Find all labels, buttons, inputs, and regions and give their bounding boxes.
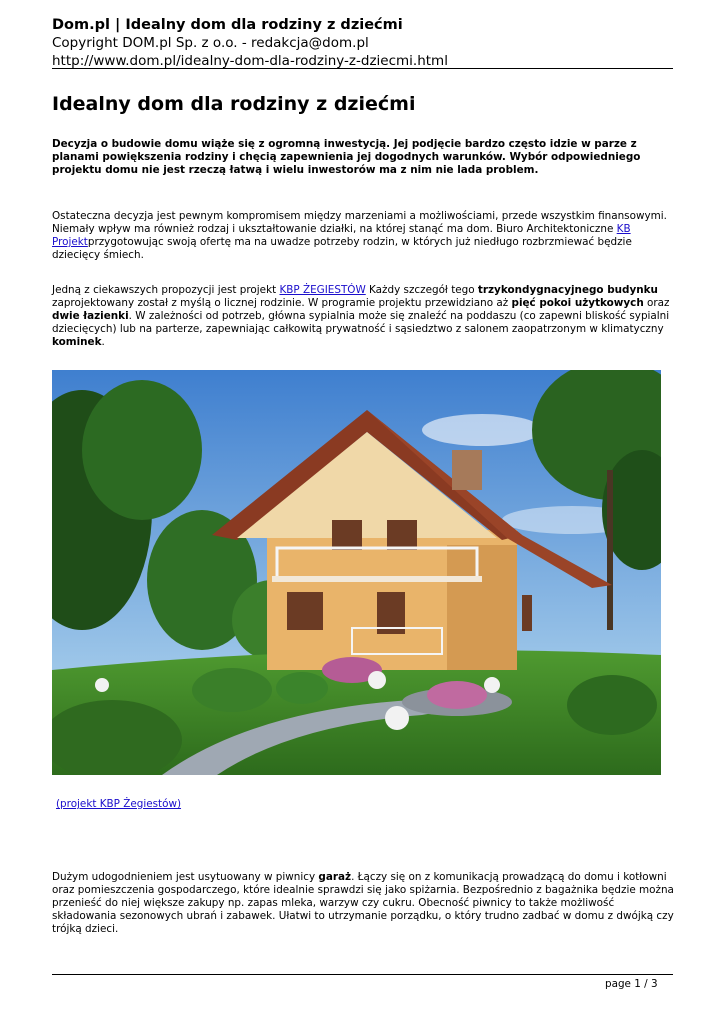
text: Dużym udogodnieniem jest usytuowany w piwnicy [52, 871, 319, 883]
paragraph-2 [52, 284, 677, 349]
text: Każdy szczegół tego [365, 284, 478, 296]
article-title: Idealny dom dla rodziny z dziećmi [52, 93, 416, 115]
image-caption-link[interactable]: (projekt KBP Żegiestów) [56, 798, 182, 810]
kb-projekt-link[interactable]: KB Projekt [52, 223, 631, 248]
text: . Łączy się on z komunikacją prowadzącą do domu i kotłowni oraz pomieszczenia gospodarczego, które idealnie sprawdzi się jako spiżarnia. Bezpośrednio z bagażnika będzie można przenieść do niej większe zakupy np. zapas mleka, warzyw czy cukru. Obecność piwnicy to także możliwość składowania sezonowych ubrań i zabawek. Ułatwi to utrzymanie porządku, o który trudno zadbać w domu z dwójką czy trójką dzieci. [52, 871, 674, 935]
text: . W zależności od potrzeb, główna sypialnia może się znaleźć na poddaszu (co zapewni bliskość sypialni dziecięcych) lub na parterze, zapewniając całkowitą prywatność i sąsiedztwo z salonem zaopatrzonym w klimatyczny [52, 310, 670, 335]
paragraph-1 [52, 210, 677, 262]
text: zaprojektowany został z myślą o licznej rodzinie. W programie projektu przewidziano aż [52, 297, 512, 309]
text: przygotowując swoją ofertę ma na uwadze potrzeby rodzin, w których już niedługo rozbrzmiewać będzie dziecięcy śmiech. [52, 236, 632, 261]
footer-divider [52, 974, 673, 975]
house-rendering-image [52, 370, 661, 775]
header-title: Dom.pl | Idealny dom dla rodziny z dziećmi [52, 17, 403, 33]
text: Jedną z ciekawszych propozycji jest projekt [52, 284, 280, 296]
bold-text: dwie łazienki [52, 310, 129, 322]
bold-text: garaż [318, 871, 352, 883]
header-copyright: Copyright DOM.pl Sp. z o.o. - redakcja@dom.pl [52, 35, 369, 51]
kbp-zegiestow-link[interactable]: KBP ŻEGIESTÓW [279, 284, 366, 296]
text: Ostateczna decyzja jest pewnym kompromisem między marzeniami a możliwościami, przede wszystkim finansowymi. Niemały wpływ ma również rodzaj i ukształtowanie działki, na której stanąć ma dom. Biuro Architektoniczne [52, 210, 667, 235]
article-lead: Decyzja o budowie domu wiąże się z ogromną inwestycją. Jej podjęcie bardzo często idzie w parze z planami powiększenia rodziny i chęcią zapewnienia jej dogodnych warunków. Wybór odpowiedniego projektu domu nie jest rzeczą łatwą i wielu inwestorów ma z nim nie lada problem. [52, 138, 641, 176]
bold-text: pięć pokoi użytkowych [511, 297, 644, 309]
document-header [52, 16, 672, 70]
bold-text: kominek [52, 336, 102, 348]
text: . [101, 336, 105, 348]
paragraph-3 [52, 871, 677, 936]
header-url: http://www.dom.pl/idealny-dom-dla-rodziny-z-dziecmi.html [52, 53, 448, 69]
bold-text: trzykondygnacyjnego budynku [477, 284, 658, 296]
header-divider [52, 68, 673, 69]
page-number: page 1 / 3 [605, 978, 658, 990]
text: oraz [643, 297, 670, 309]
